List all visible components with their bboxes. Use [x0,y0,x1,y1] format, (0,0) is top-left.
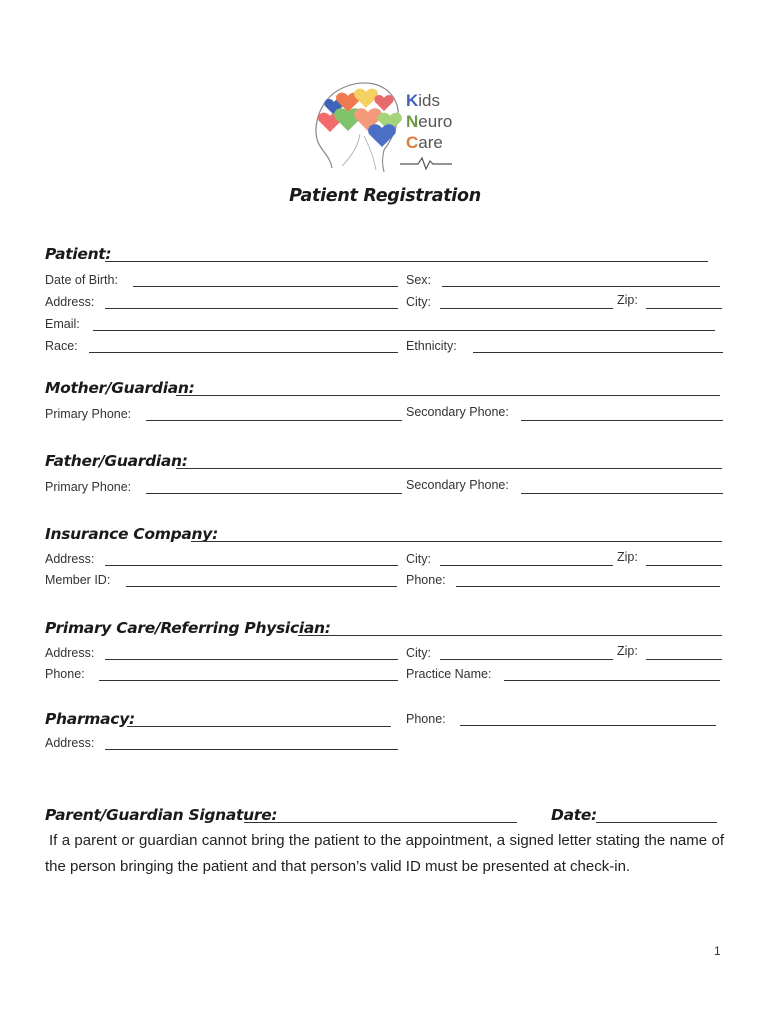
father-row [45,452,722,468]
physician-row [45,619,722,635]
brain-hearts-logo-icon [312,76,404,176]
dob-row [45,271,400,287]
patient-address-field[interactable] [105,308,398,309]
physician-phone-label: Phone: [45,667,85,681]
physician-zip-label: Zip: [617,644,638,658]
mother-heading: Mother/Guardian: [45,379,195,397]
pharmacy-address-row [45,734,400,750]
signature-label: Parent/Guardian Signature: [45,806,278,824]
logo-text-kids: ids [418,91,441,110]
insurance-heading: Insurance Company: [45,525,218,543]
dob-field[interactable] [133,286,398,287]
insurance-zip-label: Zip: [617,550,638,564]
patient-address-row [45,293,400,309]
mother-secondary-phone-field[interactable] [521,420,723,421]
insurance-phone-field[interactable] [456,586,720,587]
ethnicity-row [406,337,724,353]
physician-city-label: City: [406,646,431,660]
physician-phone-row [45,665,400,681]
logo-text-care: are [418,133,443,152]
patient-city-row [406,293,722,309]
city-label: City: [406,295,431,309]
logo-letter-c: C [406,133,419,152]
father-secondary-phone-field[interactable] [521,493,723,494]
mother-primary-phone-label: Primary Phone: [45,407,132,421]
logo-letter-k: K [406,91,419,110]
pharmacy-phone-row [406,710,718,726]
insurance-city-row [406,550,722,566]
insurance-city-label: City: [406,552,431,566]
race-row [45,337,400,353]
insurance-row [45,525,722,541]
pharmacy-address-label: Address: [45,736,95,750]
zip-label: Zip: [617,293,638,307]
mother-secondary-phone-label: Secondary Phone: [406,405,509,419]
pharmacy-row [45,710,393,726]
heartbeat-line-icon [400,156,452,170]
pharmacy-name-field[interactable] [127,726,391,727]
address-label: Address: [45,295,95,309]
mother-name-field[interactable] [176,395,720,396]
sex-field[interactable] [442,286,720,287]
logo [312,76,460,176]
father-heading: Father/Guardian: [45,452,188,470]
logo-letter-n: N [406,112,419,131]
mother-phone-row [45,405,725,421]
father-secondary-phone-label: Secondary Phone: [406,478,509,492]
physician-city-row [406,644,722,660]
signature-row [45,806,520,822]
logo-text-neuro: euro [418,112,453,131]
pharmacy-heading: Pharmacy: [45,710,135,728]
insurance-zip-field[interactable] [646,565,722,566]
insurance-address-field[interactable] [105,565,398,566]
patient-zip-field[interactable] [646,308,722,309]
insurance-phone-row [406,571,722,587]
email-field[interactable] [93,330,715,331]
father-name-field[interactable] [176,468,722,469]
date-row [551,806,719,822]
logo-wordmark [406,90,452,153]
signature-field[interactable] [244,822,517,823]
date-field[interactable] [596,822,717,823]
mother-row [45,379,722,395]
physician-phone-field[interactable] [99,680,398,681]
member-id-row [45,571,398,587]
patient-heading: Patient: [45,245,112,263]
physician-city-field[interactable] [440,659,613,660]
insurance-name-field[interactable] [191,541,722,542]
notice-paragraph: If a parent or guardian cannot bring the patient to the appointment, a signed letter stating the name of the person bringing the patient and that person’s valid ID must be presented at check-in. [45,832,724,875]
physician-zip-field[interactable] [646,659,722,660]
ethnicity-label: Ethnicity: [406,339,457,353]
insurance-city-field[interactable] [440,565,613,566]
patient-name-field[interactable] [105,261,708,262]
mother-primary-phone-field[interactable] [146,420,402,421]
sex-label: Sex: [406,273,432,287]
race-label: Race: [45,339,78,353]
patient-city-field[interactable] [440,308,613,309]
father-phone-row [45,478,725,494]
insurance-address-row [45,550,400,566]
physician-heading: Primary Care/Referring Physician: [45,619,331,637]
page-title: Patient Registration [289,186,481,206]
page-number: 1 [714,944,721,958]
member-id-label: Member ID: [45,573,111,587]
physician-address-label: Address: [45,646,95,660]
pharmacy-phone-field[interactable] [460,725,716,726]
date-label: Date: [551,806,597,824]
insurance-phone-label: Phone: [406,573,446,587]
pharmacy-address-field[interactable] [105,749,398,750]
ethnicity-field[interactable] [473,352,723,353]
email-row [45,315,717,331]
insurance-address-label: Address: [45,552,95,566]
member-id-field[interactable] [126,586,397,587]
email-label: Email: [45,317,80,331]
sex-row [406,271,722,287]
father-primary-phone-field[interactable] [146,493,402,494]
pharmacy-phone-label: Phone: [406,712,446,726]
physician-address-row [45,644,400,660]
practice-name-label: Practice Name: [406,667,492,681]
practice-name-field[interactable] [504,680,720,681]
patient-name-row [45,245,710,261]
physician-address-field[interactable] [105,659,398,660]
father-primary-phone-label: Primary Phone: [45,480,132,494]
physician-name-field[interactable] [298,635,722,636]
dob-label: Date of Birth: [45,273,118,287]
race-field[interactable] [89,352,398,353]
practice-name-row [406,665,722,681]
